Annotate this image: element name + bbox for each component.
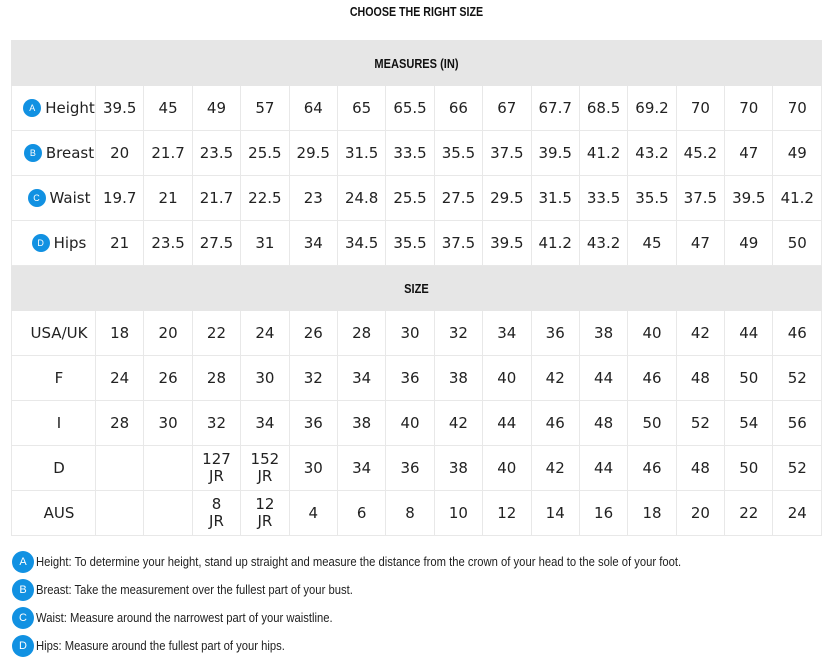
- size-value: 28: [96, 401, 144, 446]
- size-value: 28: [337, 311, 385, 356]
- measure-value: 27.5: [192, 221, 240, 266]
- measure-label: [12, 176, 96, 221]
- size-row: [12, 311, 822, 356]
- size-value: 50: [725, 446, 773, 491]
- size-value: 34: [483, 311, 531, 356]
- measure-value: 21.7: [144, 131, 192, 176]
- size-value: 30: [144, 401, 192, 446]
- size-system-label: D: [12, 446, 96, 491]
- size-value: 38: [434, 356, 482, 401]
- size-value: 20: [676, 491, 724, 536]
- measure-value: 24.8: [337, 176, 385, 221]
- size-value: 32: [289, 356, 337, 401]
- size-value: 42: [434, 401, 482, 446]
- measure-value: 47: [725, 131, 773, 176]
- size-value: [144, 446, 192, 491]
- legend-text: Waist: Measure around the narrowest part of your waistline.: [36, 611, 333, 625]
- measure-value: 25.5: [241, 131, 289, 176]
- size-value-line: JR: [209, 512, 224, 530]
- size-value: 50: [725, 356, 773, 401]
- measure-value: 67.7: [531, 86, 579, 131]
- measure-value: 57: [241, 86, 289, 131]
- size-value: [192, 491, 240, 536]
- measure-value: 27.5: [434, 176, 482, 221]
- measure-value: 45.2: [676, 131, 724, 176]
- measure-value: 39.5: [531, 131, 579, 176]
- size-value: 4: [289, 491, 337, 536]
- size-value: [241, 446, 289, 491]
- size-value-line: 8: [211, 495, 222, 513]
- measure-value: 35.5: [386, 221, 434, 266]
- size-value: 14: [531, 491, 579, 536]
- measure-value: 34.5: [337, 221, 385, 266]
- size-row: [12, 491, 822, 536]
- size-value: [96, 491, 144, 536]
- size-value: 42: [531, 446, 579, 491]
- size-header: SIZE: [404, 281, 429, 296]
- measure-value: 43.2: [579, 221, 627, 266]
- measure-value: 41.2: [773, 176, 822, 221]
- size-value: 46: [531, 401, 579, 446]
- size-value: 34: [241, 401, 289, 446]
- size-value: 56: [773, 401, 822, 446]
- size-value: 12: [483, 491, 531, 536]
- size-value: 30: [386, 311, 434, 356]
- size-value: 18: [628, 491, 676, 536]
- measure-name: Waist: [49, 188, 91, 207]
- measure-value: 39.5: [483, 221, 531, 266]
- measure-value: 65: [337, 86, 385, 131]
- measure-value: 47: [676, 221, 724, 266]
- measure-value: 69.2: [628, 86, 676, 131]
- measure-value: 37.5: [676, 176, 724, 221]
- measure-name: Breast: [45, 143, 95, 162]
- measure-value: 21.7: [192, 176, 240, 221]
- size-section-header: [12, 266, 822, 311]
- size-value-line: 12: [255, 495, 275, 513]
- size-value: 36: [386, 356, 434, 401]
- measure-value: 37.5: [483, 131, 531, 176]
- size-value: 38: [337, 401, 385, 446]
- size-value: 46: [628, 356, 676, 401]
- size-value: 36: [289, 401, 337, 446]
- size-value: 50: [628, 401, 676, 446]
- measure-row-waist: [12, 176, 822, 221]
- size-value: 40: [483, 446, 531, 491]
- measure-value: 31: [241, 221, 289, 266]
- measure-label: [12, 86, 96, 131]
- size-value: 34: [337, 446, 385, 491]
- measure-value: 70: [676, 86, 724, 131]
- measure-value: 70: [725, 86, 773, 131]
- letter-badge-icon: B: [24, 144, 42, 162]
- size-value: 40: [386, 401, 434, 446]
- size-row: [12, 446, 822, 491]
- measure-value: 21: [96, 221, 144, 266]
- size-value: 42: [531, 356, 579, 401]
- size-value: 24: [241, 311, 289, 356]
- size-row: [12, 356, 822, 401]
- size-value: 42: [676, 311, 724, 356]
- measure-value: 25.5: [386, 176, 434, 221]
- measure-row-breast: [12, 131, 822, 176]
- measure-row-hips: [12, 221, 822, 266]
- measure-name: Hips: [53, 233, 87, 252]
- size-value: 20: [144, 311, 192, 356]
- size-value-line: JR: [257, 512, 273, 530]
- measure-value: 39.5: [96, 86, 144, 131]
- size-value: 6: [337, 491, 385, 536]
- letter-badge-icon: C: [12, 607, 34, 629]
- size-value: 22: [725, 491, 773, 536]
- measure-value: 35.5: [434, 131, 482, 176]
- letter-badge-icon: B: [12, 579, 34, 601]
- measure-value: 29.5: [483, 176, 531, 221]
- size-value: 26: [289, 311, 337, 356]
- measure-value: 65.5: [386, 86, 434, 131]
- size-system-label: AUS: [12, 491, 96, 536]
- size-value: 30: [289, 446, 337, 491]
- size-system-label: I: [12, 401, 96, 446]
- measure-value: 31.5: [531, 176, 579, 221]
- size-value: 40: [483, 356, 531, 401]
- size-value: 46: [628, 446, 676, 491]
- measure-row-height: [12, 86, 822, 131]
- size-value: 52: [773, 356, 822, 401]
- size-value: 44: [483, 401, 531, 446]
- measure-value: 49: [725, 221, 773, 266]
- legend-text: Breast: Take the measurement over the fullest part of your bust.: [36, 583, 353, 597]
- letter-badge-icon: A: [23, 99, 41, 117]
- measurement-legend: [12, 548, 753, 660]
- size-value: 32: [192, 401, 240, 446]
- measure-value: 41.2: [579, 131, 627, 176]
- size-value: 28: [192, 356, 240, 401]
- measure-value: 35.5: [628, 176, 676, 221]
- size-value: 44: [579, 446, 627, 491]
- size-value: 36: [531, 311, 579, 356]
- size-value: 38: [579, 311, 627, 356]
- size-value-line: 152: [250, 450, 280, 468]
- measure-value: 45: [628, 221, 676, 266]
- measure-name: Height: [45, 98, 95, 117]
- letter-badge-icon: D: [12, 635, 34, 657]
- measure-value: 31.5: [337, 131, 385, 176]
- size-value-line: JR: [209, 467, 224, 485]
- measure-label: [12, 131, 96, 176]
- legend-item: [12, 548, 753, 576]
- measure-value: 49: [192, 86, 240, 131]
- size-value: 44: [579, 356, 627, 401]
- size-value: 52: [676, 401, 724, 446]
- measure-value: 23.5: [192, 131, 240, 176]
- measure-value: 70: [773, 86, 822, 131]
- measure-value: 50: [773, 221, 822, 266]
- measure-value: 23: [289, 176, 337, 221]
- size-value: [144, 491, 192, 536]
- size-value: 48: [579, 401, 627, 446]
- size-value: 34: [337, 356, 385, 401]
- size-value-line: 127: [202, 450, 231, 468]
- measure-value: 68.5: [579, 86, 627, 131]
- size-system-label: USA/UK: [12, 311, 96, 356]
- measure-value: 33.5: [386, 131, 434, 176]
- size-value: 24: [96, 356, 144, 401]
- size-chart-table: [11, 40, 822, 536]
- legend-text: Hips: Measure around the fullest part of your hips.: [36, 639, 285, 653]
- measure-value: 66: [434, 86, 482, 131]
- measure-value: 41.2: [531, 221, 579, 266]
- letter-badge-icon: A: [12, 551, 34, 573]
- measure-label: [12, 221, 96, 266]
- size-value: 36: [386, 446, 434, 491]
- measure-value: 43.2: [628, 131, 676, 176]
- size-value: 44: [725, 311, 773, 356]
- size-value: 52: [773, 446, 822, 491]
- measure-value: 49: [773, 131, 822, 176]
- letter-badge-icon: C: [28, 189, 46, 207]
- legend-item: [12, 632, 753, 660]
- measure-value: 33.5: [579, 176, 627, 221]
- measure-value: 64: [289, 86, 337, 131]
- size-value: 18: [96, 311, 144, 356]
- size-value: 26: [144, 356, 192, 401]
- measure-value: 39.5: [725, 176, 773, 221]
- legend-item: [12, 604, 753, 632]
- measure-value: 20: [96, 131, 144, 176]
- measure-value: 37.5: [434, 221, 482, 266]
- size-value: 46: [773, 311, 822, 356]
- size-value: 8: [386, 491, 434, 536]
- measure-value: 21: [144, 176, 192, 221]
- size-value: 32: [434, 311, 482, 356]
- size-value: 30: [241, 356, 289, 401]
- size-value-line: JR: [257, 467, 273, 485]
- measure-value: 45: [144, 86, 192, 131]
- legend-text: Height: To determine your height, stand up straight and measure the distance from the crown of your head to the sole of your foot.: [36, 555, 682, 569]
- size-value: 24: [773, 491, 822, 536]
- legend-item: [12, 576, 753, 604]
- measures-section-header: [12, 41, 822, 86]
- size-value: [241, 491, 289, 536]
- size-value: 22: [192, 311, 240, 356]
- measure-value: 34: [289, 221, 337, 266]
- page-title: CHOOSE THE RIGHT SIZE: [349, 4, 484, 19]
- measures-header: MEASURES (IN): [374, 56, 459, 71]
- size-value: 10: [434, 491, 482, 536]
- measure-value: 19.7: [96, 176, 144, 221]
- size-value: [96, 446, 144, 491]
- measure-value: 23.5: [144, 221, 192, 266]
- letter-badge-icon: D: [32, 234, 50, 252]
- size-value: 48: [676, 356, 724, 401]
- size-row: [12, 401, 822, 446]
- size-value: 48: [676, 446, 724, 491]
- measure-value: 29.5: [289, 131, 337, 176]
- measure-value: 67: [483, 86, 531, 131]
- measure-value: 22.5: [241, 176, 289, 221]
- size-value: 40: [628, 311, 676, 356]
- size-system-label: F: [12, 356, 96, 401]
- size-value: [192, 446, 240, 491]
- size-value: 16: [579, 491, 627, 536]
- size-value: 38: [434, 446, 482, 491]
- size-value: 54: [725, 401, 773, 446]
